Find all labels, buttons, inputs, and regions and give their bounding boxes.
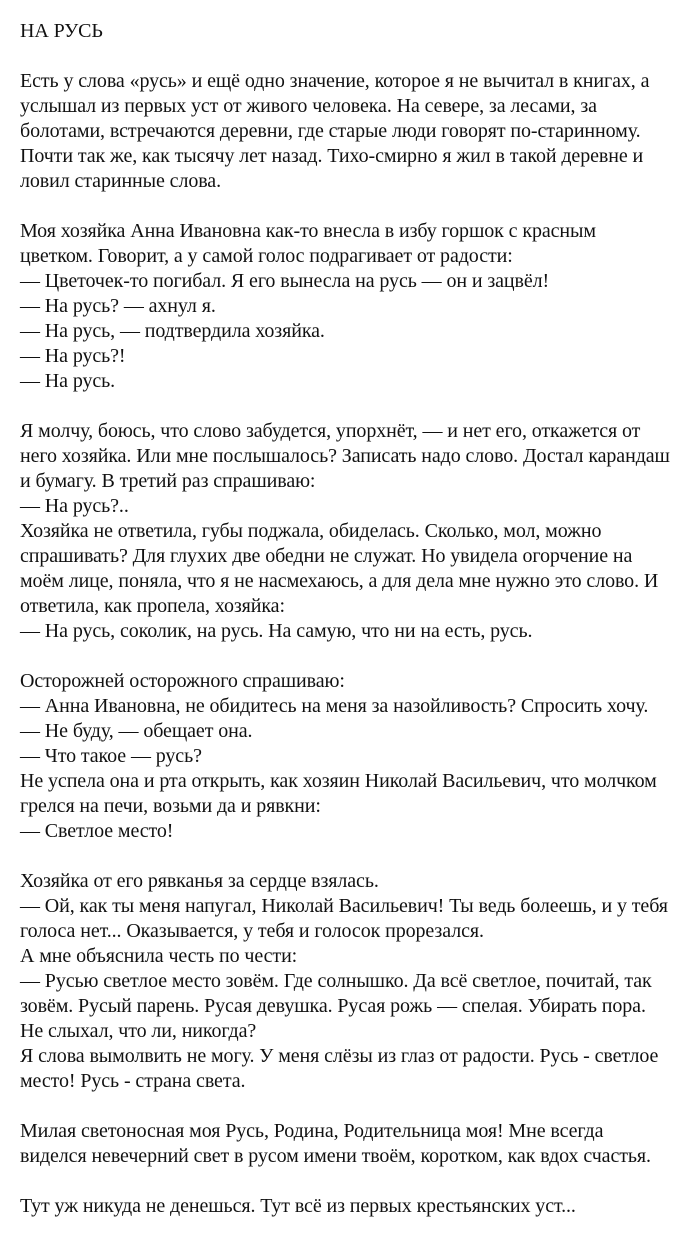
text-line: — Не буду, — обещает она.	[20, 720, 253, 742]
text-line: — Русью светлое место зовём. Где солнышко. Да всё светлое, почитай, так	[20, 970, 652, 992]
paragraph	[20, 1194, 692, 1219]
text-line: спрашивать? Для глухих две обедни не служат. Но увидела огорчение на	[20, 545, 633, 567]
text-line: Я слова вымолвить не могу. У меня слёзы из глаз от радости. Русь - светлое	[20, 1045, 659, 1067]
text-line: и бумагу. В третий раз спрашиваю:	[20, 470, 316, 492]
text-line: него хозяйка. Или мне послышалось? Записать надо слово. Достал карандаш	[20, 445, 670, 467]
paragraph	[20, 69, 692, 194]
text-line: Хозяйка от его рявканья за сердце взялась.	[20, 870, 379, 892]
text-line: Тут уж никуда не денешься. Тут всё из первых крестьянских уст...	[20, 1195, 576, 1217]
text-line: — Что такое — русь?	[20, 745, 202, 767]
text-line: Хозяйка не ответила, губы поджала, обиделась. Сколько, мол, можно	[20, 520, 602, 542]
text-line: — На русь?!	[20, 345, 126, 367]
text-line: зовём. Русый парень. Русая девушка. Русая рожь — спелая. Убирать пора.	[20, 995, 646, 1017]
text-line: — Ой, как ты меня напугал, Николай Васильевич! Ты ведь болеешь, и у тебя	[20, 895, 668, 917]
paragraph	[20, 419, 692, 644]
text-line: — На русь?..	[20, 495, 129, 517]
text-line: Моя хозяйка Анна Ивановна как-то внесла в избу горшок с красным	[20, 220, 596, 242]
text-line: Осторожней осторожного спрашиваю:	[20, 670, 345, 692]
text-line: Не слыхал, что ли, никогда?	[20, 1020, 257, 1042]
text-line: Почти так же, как тысячу лет назад. Тихо-смирно я жил в такой деревне и	[20, 145, 644, 167]
text-line: моём лице, поняла, что я не насмехаюсь, а для дела мне нужно это слово. И	[20, 570, 659, 592]
text-line: грелся на печи, возьми да и рявкни:	[20, 795, 321, 817]
paragraph-spacer	[20, 1169, 692, 1194]
text-line: А мне объяснила честь по чести:	[20, 945, 298, 967]
text-line: болотами, встречаются деревни, где старые люди говорят по-старинному.	[20, 120, 641, 142]
text-line: — Светлое место!	[20, 820, 174, 842]
text-line: — На русь, соколик, на русь. На самую, что ни на есть, русь.	[20, 620, 533, 642]
paragraph-spacer	[20, 844, 692, 869]
text-line: — Анна Ивановна, не обидитесь на меня за назойливость? Спросить хочу.	[20, 695, 649, 717]
text-line: Милая светоносная моя Русь, Родина, Родительница моя! Мне всегда	[20, 1120, 604, 1142]
text-line: — Цветочек-то погибал. Я его вынесла на русь — он и зацвёл!	[20, 270, 550, 292]
text-line: цветком. Говорит, а у самой голос подрагивает от радости:	[20, 245, 513, 267]
text-line: место! Русь - страна света.	[20, 1070, 246, 1092]
text-line: Я молчу, боюсь, что слово забудется, упорхнёт, — и нет его, откажется от	[20, 420, 641, 442]
paragraph	[20, 869, 692, 1094]
text-line: ответила, как пропела, хозяйка:	[20, 595, 285, 617]
paragraph	[20, 1119, 692, 1169]
text-line: услышал из первых уст от живого человека. На севере, за лесами, за	[20, 95, 597, 117]
document-body	[20, 69, 692, 1219]
paragraph	[20, 219, 692, 394]
text-line: — На русь.	[20, 370, 116, 392]
text-line: ловил старинные слова.	[20, 170, 221, 192]
spacer	[20, 44, 692, 69]
text-line: голоса нет... Оказывается, у тебя и голосок прорезался.	[20, 920, 484, 942]
paragraph-spacer	[20, 194, 692, 219]
text-line: Не успела она и рта открыть, как хозяин Николай Васильевич, что молчком	[20, 770, 657, 792]
text-line: виделся невечерний свет в русом имени твоём, коротком, как вдох счастья.	[20, 1145, 651, 1167]
paragraph	[20, 669, 692, 844]
text-line: — На русь, — подтвердила хозяйка.	[20, 320, 325, 342]
paragraph-spacer	[20, 1094, 692, 1119]
document-page	[20, 0, 692, 1219]
paragraph-spacer	[20, 644, 692, 669]
document-title: НА РУСЬ	[20, 20, 103, 42]
text-line: Есть у слова «русь» и ещё одно значение, которое я не вычитал в книгах, а	[20, 70, 650, 92]
paragraph-spacer	[20, 394, 692, 419]
text-line: — На русь? — ахнул я.	[20, 295, 216, 317]
